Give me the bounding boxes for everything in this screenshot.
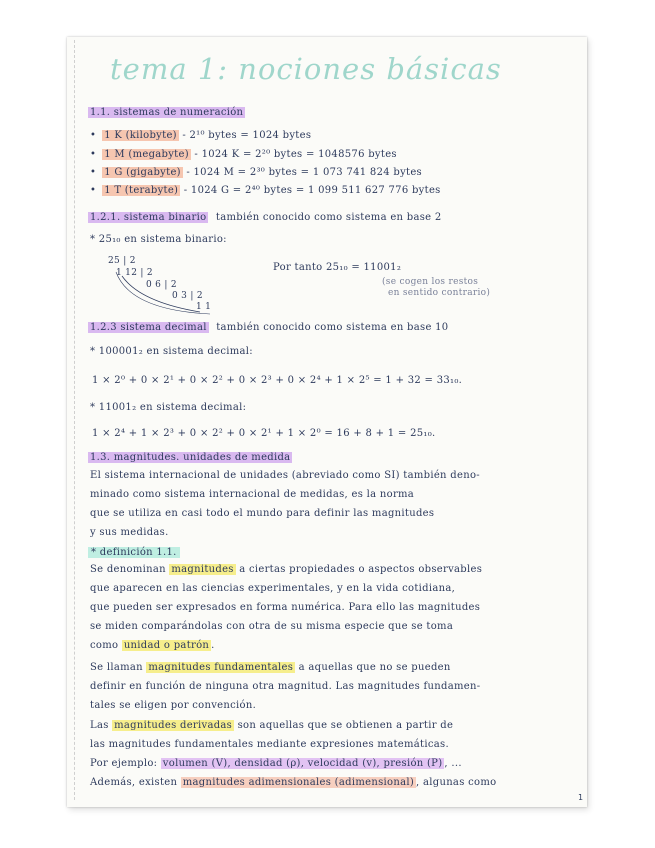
unit-row: • 1 G (gigabyte) - 1024 M = 2³⁰ bytes = 1 073 741 824 bytes <box>90 167 422 178</box>
unit-row: • 1 M (megabyte) - 1024 K = 2²⁰ bytes = 1048576 bytes <box>90 149 397 160</box>
definition-line: tales se eligen por convención. <box>90 700 257 711</box>
text: . <box>211 640 215 651</box>
text: , algunas como <box>416 777 497 788</box>
paragraph-line: minado como sistema internacional de medidas, es la norma <box>90 489 415 500</box>
definition-highlight: * definición 1.1. <box>88 547 180 558</box>
unit-value: - 1024 K = 2²⁰ bytes = 1048576 bytes <box>194 149 397 160</box>
term-highlight: magnitudes adimensionales (adimensional) <box>182 777 415 788</box>
unit-value: - 1024 M = 2³⁰ bytes = 1 073 741 824 bytes <box>186 167 422 178</box>
definition-line <box>90 640 215 651</box>
unit-label: 1 M (megabyte) <box>104 149 189 160</box>
division-row: 25 | 2 <box>108 256 136 266</box>
binary-note: en sentido contrario) <box>388 288 491 298</box>
definition-line <box>90 662 451 673</box>
section-heading-magnitudes <box>88 452 292 463</box>
division-row: 0 3 | 2 <box>172 291 203 301</box>
unit-label: 1 K (kilobyte) <box>104 130 177 141</box>
definition-heading <box>88 547 180 558</box>
paragraph-line: que se utiliza en casi todo el mundo para definir las magnitudes <box>90 508 435 519</box>
definition-line <box>90 777 496 788</box>
unit-label: 1 G (gigabyte) <box>104 167 181 178</box>
definition-line <box>90 758 462 769</box>
division-arrow <box>110 262 240 317</box>
unit-label: 1 T (terabyte) <box>104 185 179 196</box>
section-heading-binario <box>88 212 442 223</box>
term-highlight: unidad o patrón <box>123 640 210 651</box>
page-margin-line <box>74 40 81 800</box>
heading-highlight: 1.1. sistemas de numeración <box>90 107 244 118</box>
definition-line: definir en función de ninguna otra magnitud. Las magnitudes fundamen- <box>90 681 481 692</box>
heading-highlight: 1.2.3 sistema decimal <box>90 322 207 333</box>
definition-line <box>90 564 482 575</box>
text: son aquellas que se obtienen a partir de <box>234 720 454 731</box>
text: Se llaman <box>90 662 147 673</box>
text: Se denominan <box>90 564 170 575</box>
unit-value: - 2¹⁰ bytes = 1024 bytes <box>182 130 312 141</box>
term-highlight: magnitudes fundamentales <box>148 662 294 673</box>
term-highlight: magnitudes derivadas <box>114 720 233 731</box>
definition-line: las magnitudes fundamentales mediante expresiones matemáticas. <box>90 739 449 750</box>
section-heading-numeracion <box>88 107 245 118</box>
definition-line: que pueden ser expresados en forma numérica. Para ello las magnitudes <box>90 602 481 613</box>
definition-line: que aparecen en las ciencias experimentales, y en la vida cotidiana, <box>90 583 456 594</box>
example-decimal-2: * 11001₂ en sistema decimal: <box>90 402 247 413</box>
heading-rest: también conocido como sistema en base 2 <box>215 212 442 223</box>
definition-line <box>90 720 453 731</box>
page-number: 1 <box>578 793 584 802</box>
division-row: 1 12 | 2 <box>116 268 153 278</box>
binary-result: Por tanto 25₁₀ = 11001₂ <box>273 262 402 273</box>
example-binario: * 25₁₀ en sistema binario: <box>90 234 227 245</box>
equation-2: 1 × 2⁴ + 1 × 2³ + 0 × 2² + 0 × 2¹ + 1 × 2⁰ = 16 + 8 + 1 = 25₁₀. <box>92 428 436 439</box>
binary-note: (se cogen los restos <box>382 277 479 287</box>
unit-row: • 1 K (kilobyte) - 2¹⁰ bytes = 1024 bytes <box>90 130 312 141</box>
section-heading-decimal <box>88 322 448 333</box>
term-highlight: magnitudes <box>171 564 234 575</box>
equation-1: 1 × 2⁰ + 0 × 2¹ + 0 × 2² + 0 × 2³ + 0 × 2⁴ + 1 × 2⁵ = 1 + 32 = 33₁₀. <box>92 375 463 386</box>
paragraph-line: y sus medidas. <box>90 527 169 538</box>
text: Por ejemplo: <box>90 758 161 769</box>
unit-value: - 1024 G = 2⁴⁰ bytes = 1 099 511 627 776 bytes <box>183 185 441 196</box>
text: , ... <box>444 758 462 769</box>
division-row: 0 6 | 2 <box>146 280 177 290</box>
text: a aquellas que no se pueden <box>295 662 451 673</box>
division-row: 1 1 <box>196 302 212 312</box>
heading-rest: también conocido como sistema en base 10 <box>216 322 449 333</box>
example-decimal-1: * 100001₂ en sistema decimal: <box>90 346 253 357</box>
unit-row: • 1 T (terabyte) - 1024 G = 2⁴⁰ bytes = 1 099 511 627 776 bytes <box>90 185 441 196</box>
paragraph-line: El sistema internacional de unidades (abreviado como SI) también deno- <box>90 470 480 481</box>
text: Además, existen <box>90 777 181 788</box>
text: como <box>90 640 122 651</box>
definition-line: se miden comparándolas con otra de su misma especie que se toma <box>90 621 454 632</box>
page-title: tema 1: nociones básicas <box>110 52 502 86</box>
text: Las <box>90 720 113 731</box>
heading-highlight: 1.3. magnitudes. unidades de medida <box>90 452 291 463</box>
text: a ciertas propiedades o aspectos observables <box>235 564 483 575</box>
heading-highlight: 1.2.1. sistema binario <box>90 212 207 223</box>
examples-highlight: volumen (V), densidad (ρ), velocidad (v), presión (P) <box>162 758 443 769</box>
